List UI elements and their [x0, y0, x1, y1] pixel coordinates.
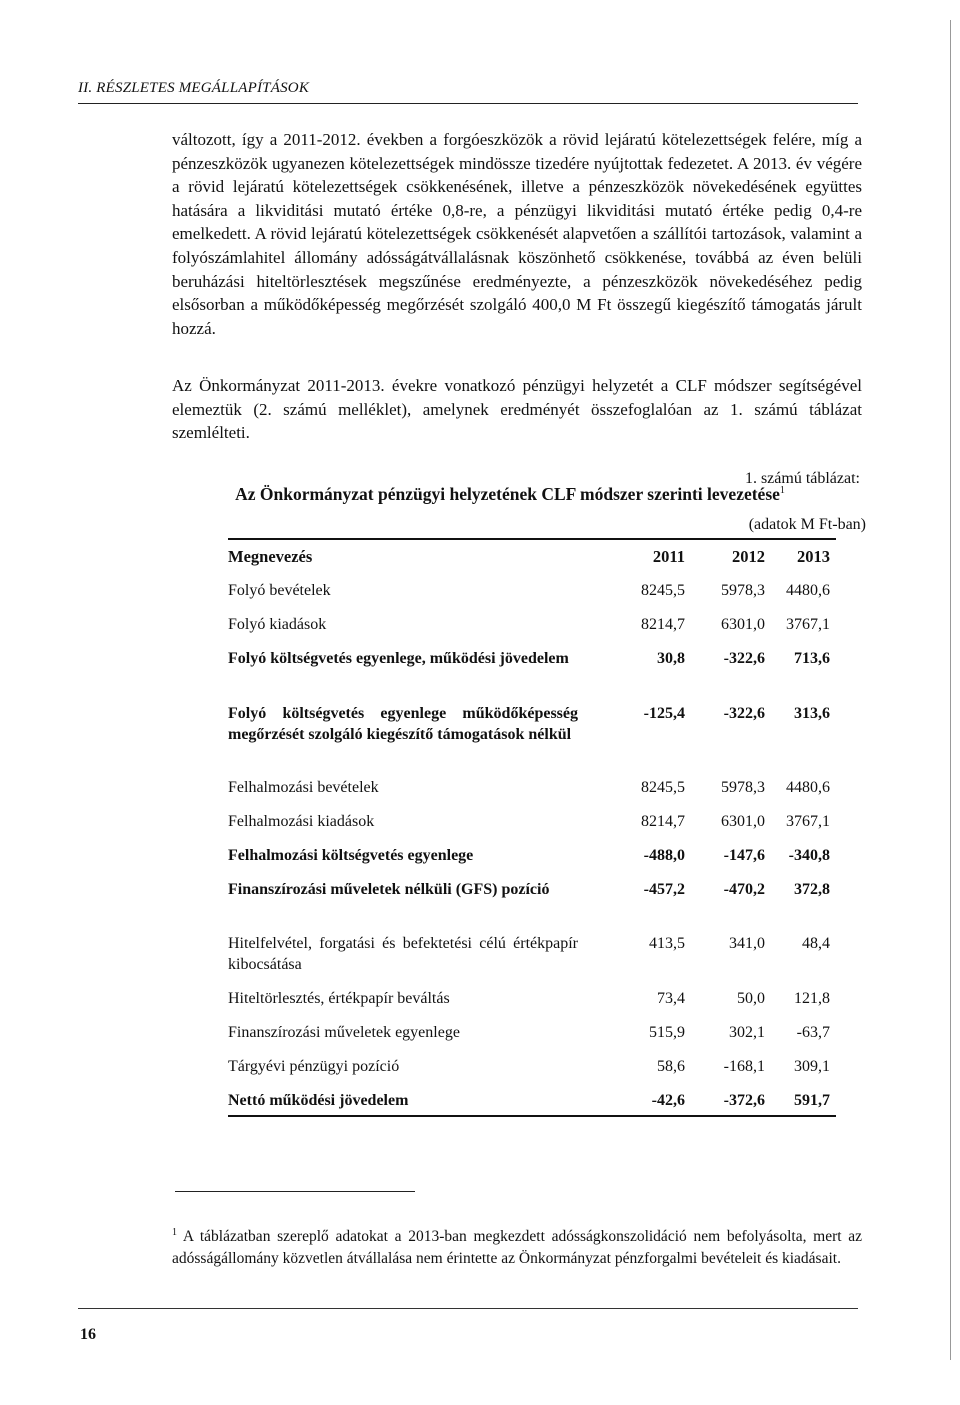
- row-value-2011: -42,6: [651, 1092, 685, 1109]
- table-top-rule: [228, 538, 836, 540]
- row-value-2013: 3767,1: [786, 616, 830, 633]
- header-2013: 2013: [797, 547, 830, 566]
- footnote-rule: [175, 1191, 415, 1192]
- row-value-2013: 3767,1: [786, 813, 830, 830]
- row-value-2013: 713,6: [794, 650, 830, 667]
- row-label: Tárgyévi pénzügyi pozíció: [228, 1058, 400, 1075]
- row-value-2011: 8245,5: [641, 582, 685, 599]
- row-value-2011: -488,0: [643, 847, 685, 864]
- footer-rule: [78, 1308, 858, 1309]
- section-header: II. RÉSZLETES MEGÁLLAPÍTÁSOK: [78, 80, 310, 96]
- row-value-2013: 48,4: [802, 935, 830, 952]
- row-value-2013: -63,7: [796, 1024, 830, 1041]
- footnote: [172, 1222, 862, 1270]
- header-name: Megnevezés: [228, 547, 313, 566]
- row-value-2013: 4480,6: [786, 582, 830, 599]
- row-label: Hitelfelvétel, forgatási és befektetési célú értékpapír kibocsátása: [228, 935, 578, 973]
- row-value-2012: 5978,3: [721, 779, 765, 796]
- row-label: Finanszírozási műveletek egyenlege: [228, 1024, 460, 1041]
- row-value-2013: 372,8: [794, 881, 830, 898]
- page-number: 16: [80, 1326, 96, 1343]
- row-value-2011: 413,5: [649, 935, 685, 952]
- table-unit: (adatok M Ft-ban): [748, 516, 866, 533]
- row-value-2011: 73,4: [657, 990, 685, 1007]
- row-value-2012: 341,0: [729, 935, 765, 952]
- row-label: Nettó működési jövedelem: [228, 1092, 409, 1109]
- row-value-2013: 4480,6: [786, 779, 830, 796]
- table-bottom-rule: [228, 1115, 836, 1117]
- paragraph-liquidity: változott, így a 2011-2012. években a forgóeszközök a rövid lejáratú kötelezettségek felére, míg a pénzeszközök ugyanezen kötelezettségek mindössze tizedére nyújtottak fedezetet. A 2013. év végére a rövid lejáratú kötelezettségek csökkenésének, illetve a pénzeszközök növekedésének együttes hatására a likviditási mutató értéke 0,8-re, a pénzügyi likviditási mutató értéke pedig 0,4-re emelkedett. A rövid lejáratú kötelezettségek csökkenését alapvetően a szállítói tartozások, valamint a folyószámlahitel állomány adósságátvállalásnak köszönhető csökkenése, továbbá az éven belüli beruházási hiteltörlesztések megszűnése eredményezte, a pénzeszközök növekedéséhez pedig elsősorban a működőképesség megőrzését szolgáló 400,0 M Ft összegű kiegészítő támogatás járult hozzá.: [172, 130, 862, 338]
- row-value-2011: 30,8: [657, 650, 685, 667]
- row-value-2011: 515,9: [649, 1024, 685, 1041]
- row-value-2012: 5978,3: [721, 582, 765, 599]
- paragraph-clf-intro: Az Önkormányzat 2011-2013. évekre vonatkozó pénzügyi helyzetét a CLF módszer segítségével elemeztük (2. számú melléklet), amelynek eredményét összefoglalóan az 1. számú táblázat szemlélteti.: [172, 376, 862, 443]
- scan-edge-line: [950, 20, 951, 1360]
- row-value-2011: -457,2: [643, 881, 685, 898]
- row-value-2012: 6301,0: [721, 813, 765, 830]
- table-title: [150, 484, 870, 505]
- row-value-2012: 6301,0: [721, 616, 765, 633]
- row-value-2012: -168,1: [723, 1058, 765, 1075]
- row-label: Folyó bevételek: [228, 582, 331, 599]
- row-value-2011: -125,4: [643, 705, 685, 722]
- row-value-2012: -372,6: [723, 1092, 765, 1109]
- row-label: Finanszírozási műveletek nélküli (GFS) pozíció: [228, 881, 550, 898]
- row-value-2013: 121,8: [794, 990, 830, 1007]
- row-value-2013: 309,1: [794, 1058, 830, 1075]
- row-label: Folyó költségvetés egyenlege, működési jövedelem: [228, 650, 569, 667]
- row-value-2013: 313,6: [794, 705, 830, 722]
- row-value-2011: 8214,7: [641, 616, 685, 633]
- row-value-2011: 8245,5: [641, 779, 685, 796]
- table-number: 1. számú táblázat:: [744, 470, 860, 487]
- footnote-text: A táblázatban szereplő adatokat a 2013-ban megkezdett adósságkonszolidáció nem befolyásolta, mert az adósságállomány közvetlen átvállalása nem érintette az Önkormányzat pénzforgalmi bevételeit és kiadásait.: [172, 1228, 862, 1268]
- header-2011: 2011: [652, 547, 685, 566]
- row-value-2011: 58,6: [657, 1058, 685, 1075]
- row-value-2012: 50,0: [737, 990, 765, 1007]
- row-value-2012: -470,2: [723, 881, 765, 898]
- row-value-2013: -340,8: [788, 847, 830, 864]
- row-value-2012: -322,6: [723, 650, 765, 667]
- row-value-2013: 591,7: [794, 1092, 830, 1109]
- row-value-2012: 302,1: [729, 1024, 765, 1041]
- footnote-mark: 1: [172, 1227, 177, 1238]
- row-label: Folyó kiadások: [228, 616, 327, 633]
- row-label: Hiteltörlesztés, értékpapír beváltás: [228, 990, 450, 1007]
- row-value-2012: -322,6: [723, 705, 765, 722]
- table-title-footnote-mark: 1: [779, 485, 785, 497]
- row-label: Folyó költségvetés egyenlege működőképesség megőrzését szolgáló kiegészítő támogatások nélkül: [228, 705, 578, 743]
- row-value-2011: 8214,7: [641, 813, 685, 830]
- row-label: Felhalmozási kiadások: [228, 813, 375, 830]
- header-rule: [78, 103, 858, 104]
- header-2012: 2012: [732, 547, 765, 566]
- row-value-2012: -147,6: [723, 847, 765, 864]
- row-label: Felhalmozási bevételek: [228, 779, 379, 796]
- table-title-text: Az Önkormányzat pénzügyi helyzetének CLF módszer szerinti levezetése: [235, 484, 780, 504]
- row-label: Felhalmozási költségvetés egyenlege: [228, 847, 474, 864]
